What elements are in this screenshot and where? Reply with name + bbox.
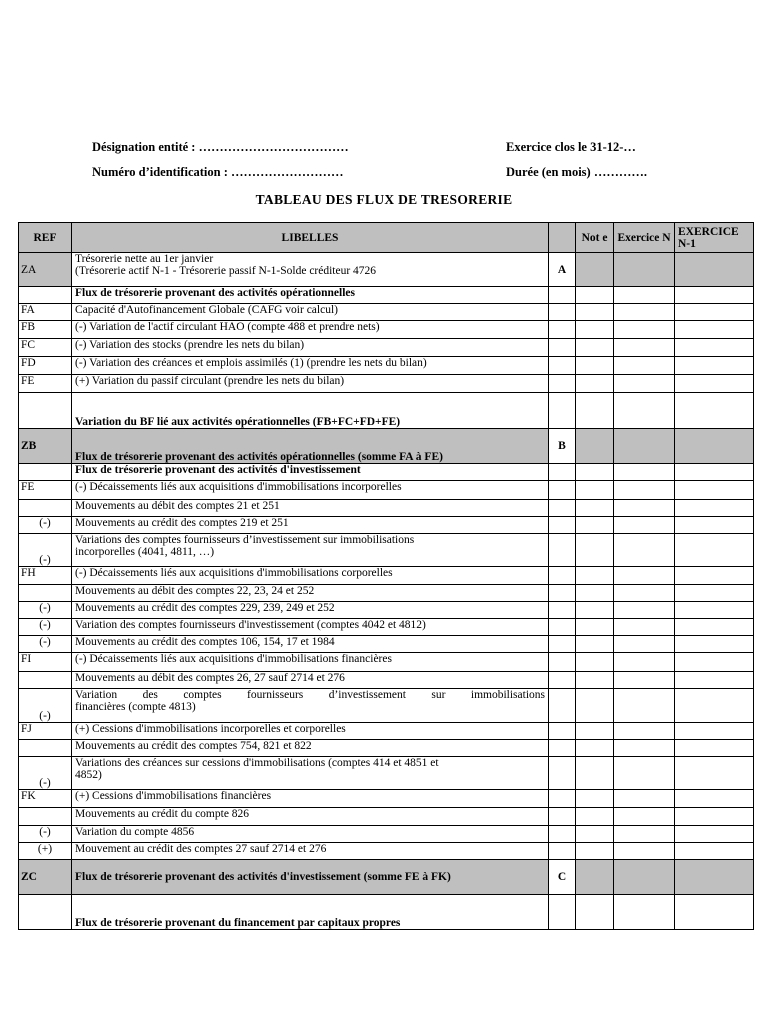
numero-identification: Numéro d’identification : ……………………… xyxy=(92,165,344,179)
table-row xyxy=(19,619,754,636)
row-note xyxy=(576,375,614,393)
row-label-line: incorporelles (4041, 4811, …) xyxy=(75,546,215,558)
row-exercice-n1 xyxy=(675,429,754,464)
row-label: Mouvements au crédit des comptes 754, 821 et 822 xyxy=(72,740,549,757)
row-note xyxy=(576,602,614,619)
row-label: (+) Cessions d'immobilisations financières xyxy=(72,790,549,808)
row-label-line: (Trésorerie actif N-1 - Trésorerie passif N-1-Solde créditeur 4726 xyxy=(75,265,377,277)
row-exercice-n1 xyxy=(675,500,754,517)
table-row xyxy=(19,321,754,339)
row-ref: (-) xyxy=(19,757,72,790)
header-note: Not e xyxy=(576,223,614,253)
row-label: Flux de trésorerie provenant des activités d'investissement (somme FE à FK) xyxy=(72,860,549,895)
table-row xyxy=(19,287,754,304)
row-ref: (+) xyxy=(19,843,72,860)
table-row xyxy=(19,895,754,930)
table-row-bf xyxy=(19,393,754,429)
row-code xyxy=(549,689,576,723)
table-row-zb xyxy=(19,429,754,464)
row-exercice-n xyxy=(614,895,675,930)
row-ref xyxy=(19,500,72,517)
row-code xyxy=(549,653,576,672)
row-code xyxy=(549,500,576,517)
row-label: Mouvements au crédit des comptes 219 et 251 xyxy=(72,517,549,534)
row-label: Flux de trésorerie provenant des activités opérationnelles xyxy=(72,287,549,304)
row-label: Variation du BF lié aux activités opérationnelles (FB+FC+FD+FE) xyxy=(72,393,549,429)
row-label xyxy=(72,757,549,790)
row-label: Mouvement au crédit des comptes 27 sauf 2714 et 276 xyxy=(72,843,549,860)
row-exercice-n1 xyxy=(675,723,754,740)
row-code xyxy=(549,843,576,860)
row-code xyxy=(549,808,576,826)
row-exercice-n1 xyxy=(675,636,754,653)
row-label-line: 4852) xyxy=(75,769,102,781)
row-exercice-n xyxy=(614,757,675,790)
row-note xyxy=(576,500,614,517)
row-note xyxy=(576,895,614,930)
row-exercice-n xyxy=(614,357,675,375)
row-note xyxy=(576,843,614,860)
table-row xyxy=(19,481,754,500)
row-exercice-n1 xyxy=(675,689,754,723)
row-ref xyxy=(19,740,72,757)
row-label: (-) Décaissements liés aux acquisitions d'immobilisations financières xyxy=(72,653,549,672)
row-note xyxy=(576,808,614,826)
row-label xyxy=(72,689,549,723)
row-ref: ZA xyxy=(19,253,72,287)
row-code xyxy=(549,602,576,619)
row-exercice-n xyxy=(614,790,675,808)
row-label xyxy=(72,534,549,567)
row-code xyxy=(549,567,576,585)
row-ref: (-) xyxy=(19,826,72,843)
row-note xyxy=(576,517,614,534)
table-row xyxy=(19,689,754,723)
page-title: TABLEAU DES FLUX DE TRESORERIE xyxy=(255,192,513,207)
row-exercice-n xyxy=(614,517,675,534)
row-code xyxy=(549,481,576,500)
row-ref: (-) xyxy=(19,689,72,723)
row-ref xyxy=(19,672,72,689)
flux-tresorerie-table xyxy=(18,222,754,930)
row-label: Mouvements au débit des comptes 22, 23, 24 et 252 xyxy=(72,585,549,602)
row-exercice-n xyxy=(614,585,675,602)
row-exercice-n xyxy=(614,567,675,585)
row-label: Flux de trésorerie provenant des activités opérationnelles (somme FA à FE) xyxy=(72,429,549,464)
row-exercice-n1 xyxy=(675,860,754,895)
row-label xyxy=(72,253,549,287)
row-exercice-n1 xyxy=(675,481,754,500)
table-row xyxy=(19,375,754,393)
row-exercice-n1 xyxy=(675,653,754,672)
row-code xyxy=(549,585,576,602)
table-row xyxy=(19,304,754,321)
row-note xyxy=(576,636,614,653)
table-row xyxy=(19,517,754,534)
row-ref: FE xyxy=(19,375,72,393)
header-libelles: LIBELLES xyxy=(72,223,549,253)
row-exercice-n1 xyxy=(675,567,754,585)
row-note xyxy=(576,253,614,287)
row-exercice-n xyxy=(614,689,675,723)
row-note xyxy=(576,464,614,481)
row-code xyxy=(549,464,576,481)
table-row xyxy=(19,357,754,375)
table-row xyxy=(19,757,754,790)
row-ref: ZC xyxy=(19,860,72,895)
row-exercice-n1 xyxy=(675,790,754,808)
row-exercice-n xyxy=(614,429,675,464)
table-row xyxy=(19,636,754,653)
row-note xyxy=(576,393,614,429)
row-exercice-n1 xyxy=(675,339,754,357)
row-note xyxy=(576,534,614,567)
row-exercice-n1 xyxy=(675,808,754,826)
row-note xyxy=(576,357,614,375)
row-code xyxy=(549,636,576,653)
row-ref: (-) xyxy=(19,619,72,636)
row-exercice-n1 xyxy=(675,393,754,429)
row-exercice-n1 xyxy=(675,619,754,636)
row-label: Mouvements au crédit des comptes 229, 239, 249 et 252 xyxy=(72,602,549,619)
exercice-clos: Exercice clos le 31-12-… xyxy=(506,140,636,154)
row-ref: (-) xyxy=(19,636,72,653)
row-label-line: Variations des comptes fournisseurs d’investissement sur immobilisations xyxy=(75,534,415,546)
row-label: (-) Décaissements liés aux acquisitions d'immobilisations corporelles xyxy=(72,567,549,585)
row-code xyxy=(549,304,576,321)
row-exercice-n1 xyxy=(675,585,754,602)
table-row-za xyxy=(19,253,754,287)
row-label: Variation du compte 4856 xyxy=(72,826,549,843)
table-row xyxy=(19,567,754,585)
row-note xyxy=(576,585,614,602)
row-exercice-n1 xyxy=(675,602,754,619)
row-code xyxy=(549,321,576,339)
row-note xyxy=(576,619,614,636)
row-ref: FA xyxy=(19,304,72,321)
row-code xyxy=(549,287,576,304)
row-exercice-n1 xyxy=(675,287,754,304)
header-exercice-n1: EXERCICE N-1 xyxy=(675,223,754,253)
row-code xyxy=(549,393,576,429)
row-note xyxy=(576,740,614,757)
row-code: B xyxy=(549,429,576,464)
row-label: Capacité d'Autofinancement Globale (CAFG voir calcul) xyxy=(72,304,549,321)
row-ref: FC xyxy=(19,339,72,357)
row-code xyxy=(549,357,576,375)
table-row xyxy=(19,740,754,757)
row-ref: FJ xyxy=(19,723,72,740)
row-exercice-n1 xyxy=(675,464,754,481)
row-exercice-n1 xyxy=(675,843,754,860)
row-label: Variation des comptes fournisseurs d'investissement (comptes 4042 et 4812) xyxy=(72,619,549,636)
row-exercice-n1 xyxy=(675,357,754,375)
header-code xyxy=(549,223,576,253)
row-label: Flux de trésorerie provenant du financement par capitaux propres xyxy=(72,895,549,930)
row-exercice-n1 xyxy=(675,895,754,930)
row-code xyxy=(549,375,576,393)
row-exercice-n xyxy=(614,500,675,517)
row-label: Flux de trésorerie provenant des activités d'investissement xyxy=(72,464,549,481)
row-ref: FI xyxy=(19,653,72,672)
row-ref xyxy=(19,895,72,930)
duree-mois: Durée (en mois) …………. xyxy=(506,165,647,179)
row-code xyxy=(549,757,576,790)
row-exercice-n xyxy=(614,826,675,843)
row-label-line: Trésorerie nette au 1er janvier xyxy=(75,253,214,265)
row-label: (-) Variation des créances et emplois assimilés (1) (prendre les nets du bilan) xyxy=(72,357,549,375)
row-ref xyxy=(19,287,72,304)
row-exercice-n1 xyxy=(675,375,754,393)
row-code xyxy=(549,723,576,740)
row-exercice-n xyxy=(614,464,675,481)
row-note xyxy=(576,860,614,895)
row-code xyxy=(549,895,576,930)
row-label: (+) Variation du passif circulant (prendre les nets du bilan) xyxy=(72,375,549,393)
row-label: (+) Cessions d'immobilisations incorporelles et corporelles xyxy=(72,723,549,740)
row-exercice-n xyxy=(614,740,675,757)
row-ref: FK xyxy=(19,790,72,808)
table-row-zc xyxy=(19,860,754,895)
row-code xyxy=(549,534,576,567)
row-note xyxy=(576,321,614,339)
row-ref: (-) xyxy=(19,602,72,619)
row-label: Mouvements au crédit du compte 826 xyxy=(72,808,549,826)
row-code xyxy=(549,826,576,843)
row-label: Mouvements au débit des comptes 21 et 251 xyxy=(72,500,549,517)
row-exercice-n1 xyxy=(675,826,754,843)
row-label: (-) Variation de l'actif circulant HAO (compte 488 et prendre nets) xyxy=(72,321,549,339)
row-label: (-) Variation des stocks (prendre les nets du bilan) xyxy=(72,339,549,357)
row-ref: (-) xyxy=(19,517,72,534)
row-ref: ZB xyxy=(19,429,72,464)
row-exercice-n xyxy=(614,393,675,429)
row-ref: FE xyxy=(19,481,72,500)
row-exercice-n xyxy=(614,253,675,287)
row-note xyxy=(576,689,614,723)
row-exercice-n1 xyxy=(675,757,754,790)
row-label-line: financières (compte 4813) xyxy=(75,701,196,713)
table-header-row xyxy=(19,223,754,253)
row-exercice-n1 xyxy=(675,304,754,321)
row-ref: (-) xyxy=(19,534,72,567)
row-code xyxy=(549,517,576,534)
table-row xyxy=(19,602,754,619)
row-exercice-n xyxy=(614,808,675,826)
row-note xyxy=(576,672,614,689)
table-row xyxy=(19,808,754,826)
row-label: Mouvements au crédit des comptes 106, 154, 17 et 1984 xyxy=(72,636,549,653)
row-note xyxy=(576,567,614,585)
table-row xyxy=(19,653,754,672)
row-exercice-n xyxy=(614,534,675,567)
row-exercice-n xyxy=(614,672,675,689)
row-note xyxy=(576,429,614,464)
row-note xyxy=(576,723,614,740)
row-note xyxy=(576,481,614,500)
designation-entite: Désignation entité : ……………………………… xyxy=(92,140,349,154)
row-ref xyxy=(19,808,72,826)
row-exercice-n xyxy=(614,636,675,653)
row-note xyxy=(576,757,614,790)
row-label-line: Variation des comptes fournisseurs d’investissement sur immobilisations xyxy=(75,689,545,701)
row-label: Mouvements au débit des comptes 26, 27 sauf 2714 et 276 xyxy=(72,672,549,689)
row-exercice-n xyxy=(614,375,675,393)
row-exercice-n xyxy=(614,653,675,672)
row-exercice-n xyxy=(614,321,675,339)
row-code: C xyxy=(549,860,576,895)
row-label: (-) Décaissements liés aux acquisitions d'immobilisations incorporelles xyxy=(72,481,549,500)
row-exercice-n xyxy=(614,287,675,304)
row-note xyxy=(576,304,614,321)
row-exercice-n xyxy=(614,602,675,619)
row-exercice-n1 xyxy=(675,740,754,757)
row-ref xyxy=(19,585,72,602)
table-row xyxy=(19,500,754,517)
row-exercice-n1 xyxy=(675,517,754,534)
table-row xyxy=(19,723,754,740)
row-exercice-n1 xyxy=(675,672,754,689)
row-exercice-n xyxy=(614,843,675,860)
row-ref: FD xyxy=(19,357,72,375)
row-exercice-n xyxy=(614,619,675,636)
row-note xyxy=(576,790,614,808)
row-code xyxy=(549,790,576,808)
row-exercice-n1 xyxy=(675,321,754,339)
row-note xyxy=(576,287,614,304)
table-row xyxy=(19,672,754,689)
row-ref xyxy=(19,464,72,481)
table-row xyxy=(19,826,754,843)
header-exercice-n: Exercice N xyxy=(614,223,675,253)
row-code xyxy=(549,619,576,636)
row-exercice-n xyxy=(614,339,675,357)
row-exercice-n xyxy=(614,860,675,895)
row-exercice-n xyxy=(614,723,675,740)
table-row xyxy=(19,843,754,860)
row-exercice-n xyxy=(614,481,675,500)
row-code: A xyxy=(549,253,576,287)
table-row xyxy=(19,585,754,602)
row-ref: FH xyxy=(19,567,72,585)
row-code xyxy=(549,740,576,757)
row-label-line: Variations des créances sur cessions d'immobilisations (comptes 414 et 4851 et xyxy=(75,757,439,769)
row-note xyxy=(576,826,614,843)
table-row xyxy=(19,464,754,481)
table-row xyxy=(19,339,754,357)
table-row xyxy=(19,790,754,808)
row-exercice-n xyxy=(614,304,675,321)
row-code xyxy=(549,672,576,689)
header-ref: REF xyxy=(19,223,72,253)
row-code xyxy=(549,339,576,357)
table-row xyxy=(19,534,754,567)
row-note xyxy=(576,653,614,672)
row-note xyxy=(576,339,614,357)
row-ref xyxy=(19,393,72,429)
row-exercice-n1 xyxy=(675,253,754,287)
row-ref: FB xyxy=(19,321,72,339)
row-exercice-n1 xyxy=(675,534,754,567)
